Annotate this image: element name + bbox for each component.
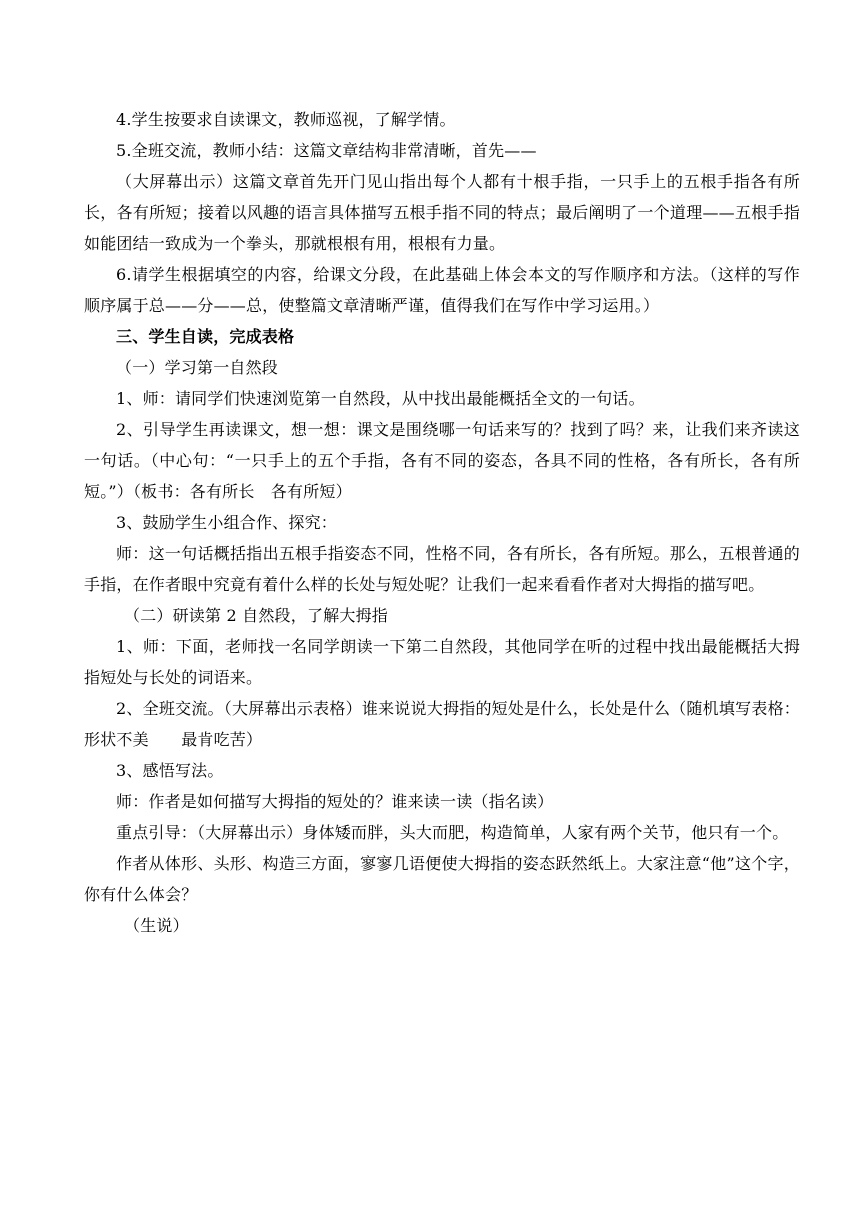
paragraph-step-6: 6.请学生根据填空的内容，给课文分段，在此基础上体会本文的写作顺序和方法。（这样的写作顺序属于总——分——总，使整篇文章清晰严谨，值得我们在写作中学习运用。） [84, 265, 800, 315]
paragraph-teacher-explanation: 师：这一句话概括指出五根手指姿态不同，性格不同，各有所长，各有所短。那么，五根普通的手指，在作者眼中究竟有着什么样的长处与短处呢？让我们一起来看看作者对大拇指的描写吧。 [84, 544, 800, 594]
paragraph-thumb-item-1: 1、师：下面，老师找一名同学朗读一下第二自然段，其他同学在听的过程中找出最能概括大拇指短处与长处的词语来。 [84, 637, 800, 687]
paragraph-key-guidance: 重点引导：（大屏幕出示）身体矮而胖，头大而肥，构造简单，人家有两个关节，他只有一个。 [116, 823, 789, 842]
paragraph-item-1: 1、师：请同学们快速浏览第一自然段，从中找出最能概括全文的一句话。 [116, 389, 645, 408]
paragraph-item-3: 3、鼓励学生小组合作、探究： [116, 513, 337, 532]
section-heading-self-reading: 三、学生自读，完成表格 [116, 327, 295, 346]
paragraph-step-5: 5.全班交流，教师小结：这篇文章结构非常清晰，首先—— [116, 141, 537, 160]
paragraph-item-2: 2、引导学生再读课文，想一想：课文是围绕哪一句话来写的？找到了吗？来，让我们来齐读这一句话。（中心句：“一只手上的五个手指，各有不同的姿态，各具不同的性格，各有所长，各有所短。”）（板书：各有所长 各有所短） [84, 420, 800, 501]
paragraph-teacher-question: 师：作者是如何描写大拇指的短处的？谁来读一读（指名读） [116, 792, 554, 811]
paragraph-thumb-item-3: 3、感悟写法。 [116, 761, 224, 780]
subsection-heading-first-paragraph: （一）学习第一自然段 [116, 358, 279, 377]
document-body [84, 104, 800, 941]
paragraph-screen-summary: （大屏幕出示）这篇文章首先开门见山指出每个人都有十根手指，一只手上的五根手指各有所长，各有所短；接着以风趣的语言具体描写五根手指不同的特点；最后阐明了一个道理——五根手指如能团结一致成为一个拳头，那就根根有用，根根有力量。 [84, 172, 800, 253]
paragraph-author-method: 作者从体形、头形、构造三方面，寥寥几语便使大拇指的姿态跃然纸上。大家注意“他”这个字，你有什么体会？ [84, 854, 800, 904]
subsection-heading-second-paragraph: （二）研读第 2 自然段，了解大拇指 [124, 606, 388, 625]
paragraph-student-response: （生说） [124, 916, 189, 935]
paragraph-step-4: 4.学生按要求自读课文，教师巡视，了解学情。 [116, 110, 456, 129]
paragraph-thumb-item-2: 2、全班交流。（大屏幕出示表格）谁来说说大拇指的短处是什么，长处是什么（随机填写表格：形状不美 最肯吃苦） [84, 699, 800, 749]
